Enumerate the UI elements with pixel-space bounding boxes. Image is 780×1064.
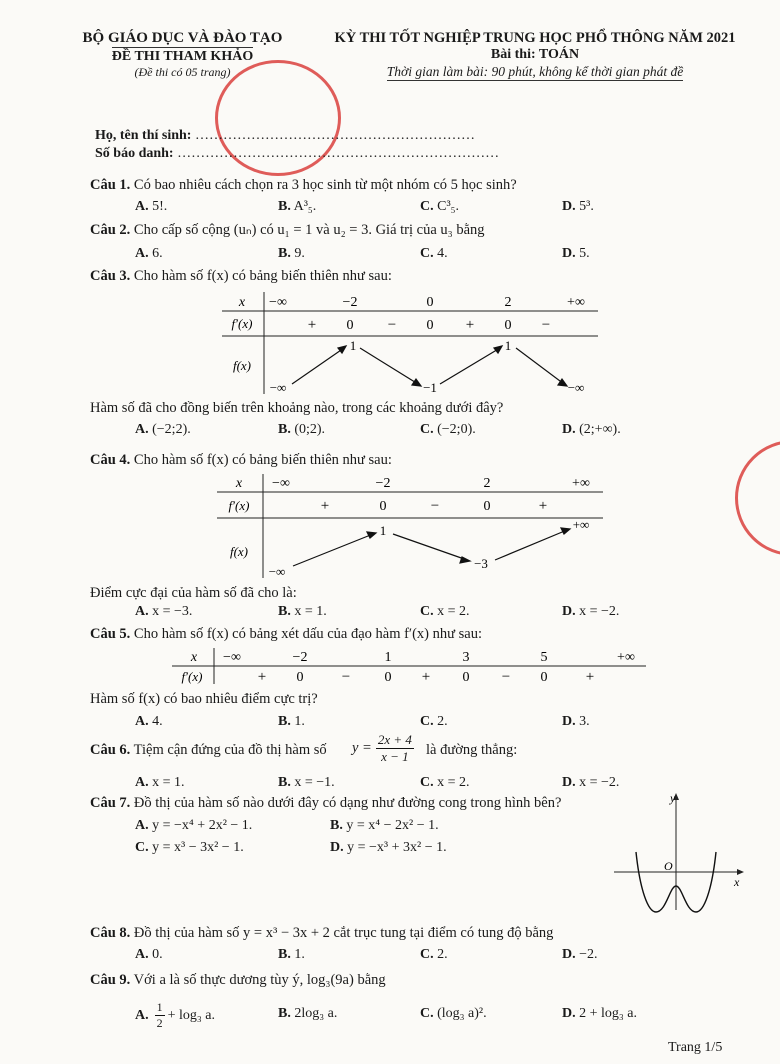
derivative-label: f′(x)	[231, 316, 253, 331]
svg-text:+: +	[421, 669, 431, 685]
option-1a: A. 5!.	[135, 199, 168, 214]
svg-text:−2: −2	[375, 476, 391, 491]
svg-text:+: +	[320, 498, 330, 514]
question-9: Câu 9. Với a là số thực dương tùy ý, log₃(9a) bằng	[90, 972, 386, 988]
variation-table-q4	[215, 472, 605, 582]
option-9a: A. 1 2 + log₃ a.	[135, 1000, 216, 1030]
option-4d: D. x = −2.	[562, 604, 620, 619]
x-axis-label: x	[734, 875, 740, 889]
svg-text:−∞: −∞	[268, 564, 286, 579]
question-5-prompt: Hàm số f(x) có bao nhiêu điểm cực trị?	[90, 691, 318, 707]
svg-text:0: 0	[426, 318, 434, 333]
option-7d: D. y = −x³ + 3x² − 1.	[330, 840, 447, 855]
question-text: Có bao nhiêu cách chọn ra 3 học sinh từ một nhóm có 5 học sinh?	[133, 177, 517, 193]
svg-text:+: +	[465, 317, 475, 333]
svg-text:0: 0	[540, 670, 548, 685]
svg-text:0: 0	[379, 499, 387, 514]
svg-text:0: 0	[296, 670, 304, 685]
question-4: Câu 4. Cho hàm số f(x) có bảng biến thiên như sau:	[90, 452, 392, 468]
option-1b: B. A³₅.	[278, 199, 317, 214]
option-4a: A. x = −3.	[135, 604, 193, 619]
page-number: Trang 1/5	[668, 1040, 723, 1055]
svg-text:−: −	[541, 317, 551, 333]
seal-stamp-edge	[735, 440, 780, 556]
svg-text:+: +	[585, 669, 595, 685]
svg-text:−: −	[387, 317, 397, 333]
y-axis-label: y	[670, 791, 676, 805]
exam-title: KỲ THI TỐT NGHIỆP TRUNG HỌC PHỔ THÔNG NĂM 2021	[334, 30, 736, 46]
option-9c: C. (log₃ a)².	[420, 1006, 487, 1021]
option-3d: D. (2;+∞).	[562, 422, 621, 437]
option-9b: B. 2log₃ a.	[278, 1006, 338, 1021]
svg-text:0: 0	[483, 499, 491, 514]
svg-text:0: 0	[384, 670, 392, 685]
svg-text:0: 0	[426, 295, 434, 310]
option-8c: C. 2.	[420, 947, 448, 962]
svg-text:+: +	[538, 498, 548, 514]
option-5b: B. 1.	[278, 714, 305, 729]
svg-text:1: 1	[384, 650, 392, 665]
question-6: Câu 6. Tiệm cận đứng của đồ thị hàm số	[90, 742, 327, 758]
question-3: Câu 3. Cho hàm số f(x) có bảng biến thiên như sau:	[90, 268, 392, 284]
question-1	[90, 177, 517, 194]
svg-text:2: 2	[483, 476, 491, 491]
origin-label: O	[664, 859, 673, 873]
option-6a: A. x = 1.	[135, 775, 185, 790]
duration: Thời gian làm bài: 90 phút, không kể thời gian phát đề	[386, 64, 684, 79]
option-2c: C. 4.	[420, 246, 448, 261]
question-5: Câu 5. Cho hàm số f(x) có bảng xét dấu của đạo hàm f′(x) như sau:	[90, 626, 482, 642]
name-dots: ……………………………………………………	[194, 128, 475, 143]
svg-text:x: x	[190, 650, 198, 665]
curve-graph-q7	[608, 790, 748, 915]
svg-text:−2: −2	[292, 650, 308, 665]
svg-text:+∞: +∞	[572, 476, 590, 491]
option-6b: B. x = −1.	[278, 775, 335, 790]
option-2d: D. 5.	[562, 246, 590, 261]
question-4-prompt: Điểm cực đại của hàm số đã cho là:	[90, 585, 297, 601]
option-6d: D. x = −2.	[562, 775, 620, 790]
option-2b: B. 9.	[278, 246, 305, 261]
option-2a: A. 6.	[135, 246, 163, 261]
header-right	[315, 30, 755, 81]
svg-text:−∞: −∞	[567, 380, 585, 395]
svg-text:−1: −1	[423, 380, 437, 395]
option-3c: C. (−2;0).	[420, 422, 476, 437]
svg-text:−∞: −∞	[223, 650, 241, 665]
svg-text:f′(x): f′(x)	[181, 669, 203, 684]
question-6-function: y = $\frac{2x + 4}{x - 1}$	[352, 732, 412, 764]
option-8a: A. 0.	[135, 947, 163, 962]
svg-text:+: +	[257, 669, 267, 685]
x-label: x	[238, 295, 246, 310]
function-label: f(x)	[232, 358, 252, 373]
svg-text:−∞: −∞	[269, 380, 287, 395]
svg-text:f′(x): f′(x)	[228, 498, 250, 513]
id-label: Số báo danh:	[95, 146, 174, 161]
option-8d: D. −2.	[562, 947, 598, 962]
question-3-prompt: Hàm số đã cho đồng biến trên khoảng nào, trong các khoảng dưới đây?	[90, 400, 504, 416]
svg-text:−: −	[430, 498, 440, 514]
option-5a: A. 4.	[135, 714, 163, 729]
svg-text:x: x	[235, 476, 243, 491]
svg-text:1: 1	[504, 338, 512, 353]
subject: Bài thi: TOÁN	[490, 47, 580, 62]
variation-table-q3	[220, 290, 600, 398]
svg-text:1: 1	[349, 338, 357, 353]
question-7: Câu 7. Đồ thị của hàm số nào dưới đây có dạng như đường cong trong hình bên?	[90, 795, 562, 811]
svg-text:1: 1	[379, 523, 387, 538]
option-5c: C. 2.	[420, 714, 448, 729]
svg-text:2: 2	[504, 295, 512, 310]
option-7a: A. y = −x⁴ + 2x² − 1.	[135, 818, 253, 833]
exam-type: ĐỀ THI THAM KHẢO	[111, 49, 254, 64]
option-4b: B. x = 1.	[278, 604, 327, 619]
option-9d: D. 2 + log₃ a.	[562, 1006, 638, 1021]
question-8: Câu 8. Đồ thị của hàm số y = x³ − 3x + 2 cắt trục tung tại điểm có tung độ bằng	[90, 925, 554, 941]
name-field	[95, 128, 475, 144]
svg-text:−3: −3	[474, 556, 488, 571]
name-label: Họ, tên thí sinh:	[95, 128, 192, 143]
ministry-name: BỘ GIÁO DỤC VÀ ĐÀO TẠO	[82, 30, 283, 46]
option-7c: C. y = x³ − 3x² − 1.	[135, 840, 244, 855]
option-7b: B. y = x⁴ − 2x² − 1.	[330, 818, 439, 833]
question-number: Câu 1.	[90, 177, 131, 193]
svg-text:5: 5	[540, 650, 548, 665]
option-3b: B. (0;2).	[278, 422, 326, 437]
option-6c: C. x = 2.	[420, 775, 470, 790]
pages-note: (Đề thi có 05 trang)	[134, 65, 231, 79]
svg-text:−: −	[341, 669, 351, 685]
id-field	[95, 146, 499, 162]
svg-text:+∞: +∞	[572, 517, 590, 532]
id-dots: ……………………………………………………………	[177, 146, 500, 161]
svg-text:+∞: +∞	[617, 650, 635, 665]
svg-text:+: +	[307, 317, 317, 333]
svg-text:f(x): f(x)	[229, 544, 249, 559]
option-4c: C. x = 2.	[420, 604, 470, 619]
question-6-text2: là đường thẳng:	[426, 742, 518, 758]
svg-text:−∞: −∞	[272, 476, 290, 491]
question-2: Câu 2. Cho cấp số cộng (uₙ) có u₁ = 1 và u₂ = 3. Giá trị của u₃ bằng	[90, 222, 485, 238]
option-5d: D. 3.	[562, 714, 590, 729]
svg-text:0: 0	[504, 318, 512, 333]
option-1d: D. 5³.	[562, 199, 594, 214]
svg-text:−: −	[501, 669, 511, 685]
svg-text:0: 0	[346, 318, 354, 333]
svg-text:+∞: +∞	[567, 295, 585, 310]
option-1c: C. C³₅.	[420, 199, 460, 214]
sign-table-q5	[170, 646, 650, 686]
svg-text:3: 3	[462, 650, 470, 665]
svg-text:−2: −2	[342, 295, 358, 310]
option-8b: B. 1.	[278, 947, 305, 962]
option-3a: A. (−2;2).	[135, 422, 191, 437]
svg-text:−∞: −∞	[269, 295, 287, 310]
svg-text:0: 0	[462, 670, 470, 685]
